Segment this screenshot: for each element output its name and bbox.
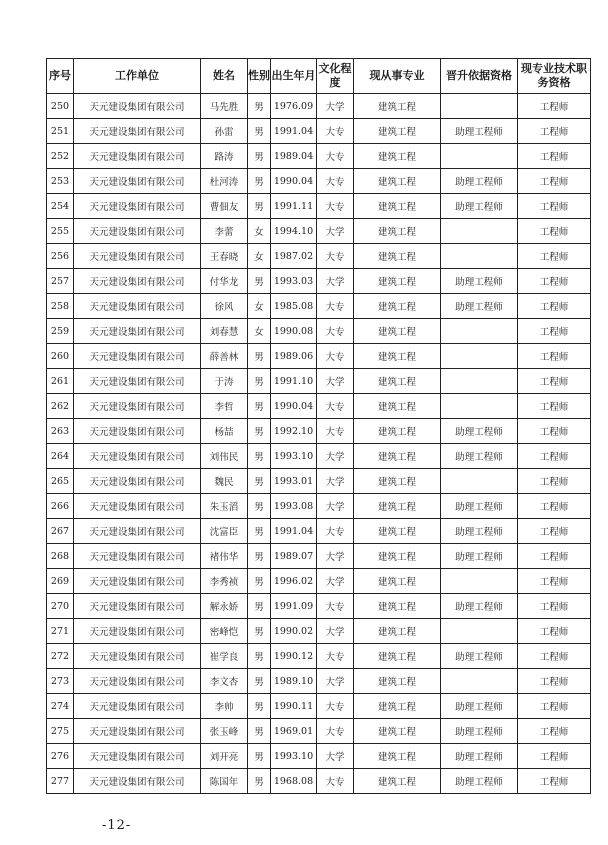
cell-name: 李文杏 (201, 669, 248, 694)
cell-work-unit: 天元建设集团有限公司 (74, 469, 201, 494)
cell-promotion-basis (441, 394, 518, 419)
cell-education: 大专 (317, 394, 354, 419)
cell-name: 付华龙 (201, 269, 248, 294)
cell-education: 大学 (317, 269, 354, 294)
cell-current-title: 工程师 (518, 94, 591, 119)
cell-serial-no: 263 (47, 419, 74, 444)
cell-education: 大学 (317, 494, 354, 519)
cell-serial-no: 252 (47, 144, 74, 169)
table-row (47, 744, 591, 769)
cell-name: 李哲 (201, 394, 248, 419)
cell-name: 沈富臣 (201, 519, 248, 544)
cell-current-specialty: 建筑工程 (354, 519, 441, 544)
cell-work-unit: 天元建设集团有限公司 (74, 769, 201, 794)
cell-gender: 男 (248, 144, 271, 169)
cell-promotion-basis: 助理工程师 (441, 419, 518, 444)
cell-work-unit: 天元建设集团有限公司 (74, 544, 201, 569)
table-row (47, 144, 591, 169)
header-serial-no: 序号 (47, 59, 74, 94)
cell-promotion-basis: 助理工程师 (441, 444, 518, 469)
cell-education: 大学 (317, 369, 354, 394)
cell-name: 张玉峰 (201, 719, 248, 744)
table-row (47, 694, 591, 719)
cell-birth-date: 1976.09 (271, 94, 317, 119)
cell-current-specialty: 建筑工程 (354, 669, 441, 694)
cell-education: 大专 (317, 594, 354, 619)
cell-current-title: 工程师 (518, 569, 591, 594)
cell-education: 大专 (317, 244, 354, 269)
cell-current-title: 工程师 (518, 669, 591, 694)
cell-current-specialty: 建筑工程 (354, 719, 441, 744)
table-row (47, 369, 591, 394)
cell-serial-no: 262 (47, 394, 74, 419)
cell-current-title: 工程师 (518, 269, 591, 294)
cell-gender: 男 (248, 344, 271, 369)
cell-current-title: 工程师 (518, 544, 591, 569)
cell-current-title: 工程师 (518, 294, 591, 319)
cell-gender: 男 (248, 269, 271, 294)
cell-name: 路涛 (201, 144, 248, 169)
cell-serial-no: 267 (47, 519, 74, 544)
table-body (47, 94, 591, 794)
cell-education: 大学 (317, 544, 354, 569)
cell-gender: 男 (248, 644, 271, 669)
cell-education: 大专 (317, 769, 354, 794)
cell-current-title: 工程师 (518, 694, 591, 719)
table-row (47, 169, 591, 194)
cell-birth-date: 1992.10 (271, 419, 317, 444)
cell-birth-date: 1996.02 (271, 569, 317, 594)
cell-current-title: 工程师 (518, 494, 591, 519)
cell-current-title: 工程师 (518, 744, 591, 769)
cell-name: 薛善林 (201, 344, 248, 369)
cell-promotion-basis: 助理工程师 (441, 519, 518, 544)
cell-current-title: 工程师 (518, 419, 591, 444)
cell-current-title: 工程师 (518, 619, 591, 644)
table-row (47, 319, 591, 344)
cell-work-unit: 天元建设集团有限公司 (74, 144, 201, 169)
header-current-title: 现专业技术职务资格 (518, 59, 591, 94)
cell-promotion-basis (441, 319, 518, 344)
cell-work-unit: 天元建设集团有限公司 (74, 494, 201, 519)
cell-gender: 男 (248, 194, 271, 219)
cell-education: 大专 (317, 694, 354, 719)
cell-birth-date: 1989.07 (271, 544, 317, 569)
cell-current-specialty: 建筑工程 (354, 244, 441, 269)
table-row (47, 619, 591, 644)
cell-education: 大学 (317, 744, 354, 769)
cell-name: 褚伟华 (201, 544, 248, 569)
cell-name: 杜河涛 (201, 169, 248, 194)
cell-birth-date: 1993.08 (271, 494, 317, 519)
cell-current-title: 工程师 (518, 644, 591, 669)
cell-birth-date: 1987.02 (271, 244, 317, 269)
cell-birth-date: 1990.04 (271, 169, 317, 194)
cell-gender: 男 (248, 594, 271, 619)
cell-work-unit: 天元建设集团有限公司 (74, 94, 201, 119)
cell-gender: 男 (248, 669, 271, 694)
cell-serial-no: 258 (47, 294, 74, 319)
cell-current-specialty: 建筑工程 (354, 594, 441, 619)
cell-gender: 男 (248, 494, 271, 519)
table-header-row (47, 59, 591, 94)
cell-name: 马先胜 (201, 94, 248, 119)
cell-promotion-basis (441, 369, 518, 394)
cell-current-specialty: 建筑工程 (354, 419, 441, 444)
cell-work-unit: 天元建设集团有限公司 (74, 594, 201, 619)
cell-gender: 男 (248, 744, 271, 769)
cell-current-specialty: 建筑工程 (354, 169, 441, 194)
cell-work-unit: 天元建设集团有限公司 (74, 119, 201, 144)
cell-name: 李帅 (201, 694, 248, 719)
cell-work-unit: 天元建设集团有限公司 (74, 394, 201, 419)
cell-serial-no: 253 (47, 169, 74, 194)
cell-work-unit: 天元建设集团有限公司 (74, 669, 201, 694)
cell-current-title: 工程师 (518, 469, 591, 494)
cell-current-title: 工程师 (518, 319, 591, 344)
cell-current-title: 工程师 (518, 119, 591, 144)
cell-work-unit: 天元建设集团有限公司 (74, 294, 201, 319)
cell-current-specialty: 建筑工程 (354, 194, 441, 219)
cell-name: 王春晓 (201, 244, 248, 269)
cell-work-unit: 天元建设集团有限公司 (74, 519, 201, 544)
table-row (47, 219, 591, 244)
table-row (47, 644, 591, 669)
cell-birth-date: 1994.10 (271, 219, 317, 244)
cell-name: 崔学良 (201, 644, 248, 669)
cell-name: 解永娇 (201, 594, 248, 619)
cell-serial-no: 264 (47, 444, 74, 469)
cell-current-title: 工程师 (518, 719, 591, 744)
cell-gender: 男 (248, 419, 271, 444)
cell-education: 大专 (317, 194, 354, 219)
cell-gender: 男 (248, 369, 271, 394)
header-name: 姓名 (201, 59, 248, 94)
cell-name: 密峰恺 (201, 619, 248, 644)
header-gender: 性别 (248, 59, 271, 94)
cell-name: 魏民 (201, 469, 248, 494)
cell-serial-no: 269 (47, 569, 74, 594)
cell-current-specialty: 建筑工程 (354, 269, 441, 294)
cell-work-unit: 天元建设集团有限公司 (74, 744, 201, 769)
cell-gender: 男 (248, 119, 271, 144)
cell-current-specialty: 建筑工程 (354, 494, 441, 519)
cell-serial-no: 251 (47, 119, 74, 144)
cell-promotion-basis: 助理工程师 (441, 594, 518, 619)
cell-work-unit: 天元建设集团有限公司 (74, 169, 201, 194)
cell-current-specialty: 建筑工程 (354, 394, 441, 419)
cell-serial-no: 261 (47, 369, 74, 394)
table-row (47, 544, 591, 569)
cell-birth-date: 1993.03 (271, 269, 317, 294)
cell-work-unit: 天元建设集团有限公司 (74, 219, 201, 244)
cell-promotion-basis (441, 219, 518, 244)
cell-birth-date: 1993.01 (271, 469, 317, 494)
cell-birth-date: 1989.10 (271, 669, 317, 694)
cell-education: 大专 (317, 419, 354, 444)
cell-work-unit: 天元建设集团有限公司 (74, 569, 201, 594)
cell-work-unit: 天元建设集团有限公司 (74, 419, 201, 444)
table-row (47, 519, 591, 544)
cell-serial-no: 256 (47, 244, 74, 269)
cell-work-unit: 天元建设集团有限公司 (74, 619, 201, 644)
cell-gender: 男 (248, 169, 271, 194)
cell-name: 刘春慧 (201, 319, 248, 344)
cell-serial-no: 274 (47, 694, 74, 719)
cell-serial-no: 260 (47, 344, 74, 369)
cell-promotion-basis (441, 469, 518, 494)
cell-name: 李秀祯 (201, 569, 248, 594)
cell-serial-no: 255 (47, 219, 74, 244)
cell-serial-no: 268 (47, 544, 74, 569)
cell-birth-date: 1989.06 (271, 344, 317, 369)
cell-work-unit: 天元建设集团有限公司 (74, 319, 201, 344)
cell-gender: 男 (248, 569, 271, 594)
cell-name: 陈国年 (201, 769, 248, 794)
cell-current-title: 工程师 (518, 594, 591, 619)
cell-current-specialty: 建筑工程 (354, 94, 441, 119)
cell-serial-no: 257 (47, 269, 74, 294)
cell-gender: 男 (248, 694, 271, 719)
cell-name: 孙雷 (201, 119, 248, 144)
cell-birth-date: 1990.11 (271, 694, 317, 719)
cell-promotion-basis (441, 244, 518, 269)
cell-promotion-basis (441, 619, 518, 644)
table-row (47, 394, 591, 419)
cell-current-title: 工程师 (518, 369, 591, 394)
cell-current-specialty: 建筑工程 (354, 344, 441, 369)
cell-work-unit: 天元建设集团有限公司 (74, 719, 201, 744)
table-row (47, 269, 591, 294)
table-row (47, 294, 591, 319)
cell-gender: 男 (248, 619, 271, 644)
table-row (47, 494, 591, 519)
cell-serial-no: 272 (47, 644, 74, 669)
cell-work-unit: 天元建设集团有限公司 (74, 369, 201, 394)
cell-birth-date: 1990.04 (271, 394, 317, 419)
cell-work-unit: 天元建设集团有限公司 (74, 644, 201, 669)
cell-education: 大学 (317, 469, 354, 494)
cell-gender: 女 (248, 319, 271, 344)
cell-gender: 女 (248, 219, 271, 244)
cell-current-specialty: 建筑工程 (354, 369, 441, 394)
cell-work-unit: 天元建设集团有限公司 (74, 694, 201, 719)
table-row (47, 594, 591, 619)
cell-serial-no: 273 (47, 669, 74, 694)
cell-promotion-basis: 助理工程师 (441, 769, 518, 794)
cell-name: 徐风 (201, 294, 248, 319)
cell-birth-date: 1993.10 (271, 744, 317, 769)
cell-work-unit: 天元建设集团有限公司 (74, 344, 201, 369)
cell-gender: 男 (248, 544, 271, 569)
header-education: 文化程度 (317, 59, 354, 94)
cell-education: 大专 (317, 319, 354, 344)
cell-birth-date: 1968.08 (271, 769, 317, 794)
cell-current-title: 工程师 (518, 144, 591, 169)
cell-education: 大学 (317, 219, 354, 244)
cell-birth-date: 1991.04 (271, 119, 317, 144)
cell-birth-date: 1989.04 (271, 144, 317, 169)
cell-name: 刘伟民 (201, 444, 248, 469)
cell-current-title: 工程师 (518, 394, 591, 419)
cell-serial-no: 275 (47, 719, 74, 744)
cell-serial-no: 259 (47, 319, 74, 344)
cell-current-specialty: 建筑工程 (354, 469, 441, 494)
cell-work-unit: 天元建设集团有限公司 (74, 444, 201, 469)
cell-serial-no: 270 (47, 594, 74, 619)
cell-education: 大专 (317, 169, 354, 194)
cell-current-title: 工程师 (518, 519, 591, 544)
cell-current-specialty: 建筑工程 (354, 569, 441, 594)
cell-birth-date: 1991.09 (271, 594, 317, 619)
cell-work-unit: 天元建设集团有限公司 (74, 244, 201, 269)
cell-gender: 男 (248, 444, 271, 469)
cell-current-title: 工程师 (518, 344, 591, 369)
cell-promotion-basis (441, 144, 518, 169)
cell-serial-no: 254 (47, 194, 74, 219)
cell-current-title: 工程师 (518, 194, 591, 219)
cell-serial-no: 277 (47, 769, 74, 794)
cell-education: 大专 (317, 119, 354, 144)
cell-current-specialty: 建筑工程 (354, 444, 441, 469)
cell-promotion-basis: 助理工程师 (441, 194, 518, 219)
table-row (47, 94, 591, 119)
cell-education: 大专 (317, 344, 354, 369)
cell-birth-date: 1991.10 (271, 369, 317, 394)
cell-current-specialty: 建筑工程 (354, 744, 441, 769)
cell-promotion-basis: 助理工程师 (441, 169, 518, 194)
table-row (47, 194, 591, 219)
table-row (47, 244, 591, 269)
header-birth-date: 出生年月 (271, 59, 317, 94)
cell-birth-date: 1991.04 (271, 519, 317, 544)
cell-gender: 男 (248, 394, 271, 419)
cell-current-title: 工程师 (518, 169, 591, 194)
cell-education: 大学 (317, 444, 354, 469)
table-row (47, 569, 591, 594)
cell-serial-no: 265 (47, 469, 74, 494)
header-current-specialty: 现从事专业 (354, 59, 441, 94)
cell-gender: 男 (248, 469, 271, 494)
cell-current-title: 工程师 (518, 444, 591, 469)
header-promotion-basis: 晋升依据资格 (441, 59, 518, 94)
table-row (47, 119, 591, 144)
cell-name: 刘开亮 (201, 744, 248, 769)
cell-birth-date: 1991.11 (271, 194, 317, 219)
cell-promotion-basis: 助理工程师 (441, 719, 518, 744)
cell-current-specialty: 建筑工程 (354, 694, 441, 719)
cell-current-title: 工程师 (518, 244, 591, 269)
cell-gender: 女 (248, 244, 271, 269)
cell-birth-date: 1990.08 (271, 319, 317, 344)
table-row (47, 769, 591, 794)
cell-education: 大学 (317, 669, 354, 694)
cell-current-title: 工程师 (518, 769, 591, 794)
cell-promotion-basis: 助理工程师 (441, 694, 518, 719)
cell-current-specialty: 建筑工程 (354, 544, 441, 569)
cell-education: 大专 (317, 294, 354, 319)
cell-promotion-basis: 助理工程师 (441, 119, 518, 144)
cell-promotion-basis (441, 94, 518, 119)
cell-gender: 男 (248, 769, 271, 794)
cell-current-specialty: 建筑工程 (354, 119, 441, 144)
cell-promotion-basis: 助理工程师 (441, 744, 518, 769)
cell-education: 大专 (317, 519, 354, 544)
cell-gender: 男 (248, 719, 271, 744)
cell-current-specialty: 建筑工程 (354, 644, 441, 669)
cell-gender: 男 (248, 519, 271, 544)
table-row (47, 469, 591, 494)
cell-name: 于涛 (201, 369, 248, 394)
cell-current-specialty: 建筑工程 (354, 144, 441, 169)
cell-education: 大专 (317, 144, 354, 169)
cell-promotion-basis (441, 669, 518, 694)
cell-serial-no: 250 (47, 94, 74, 119)
cell-education: 大专 (317, 644, 354, 669)
cell-promotion-basis (441, 569, 518, 594)
cell-current-title: 工程师 (518, 219, 591, 244)
cell-birth-date: 1985.08 (271, 294, 317, 319)
cell-name: 杨喆 (201, 419, 248, 444)
table-row (47, 719, 591, 744)
cell-education: 大学 (317, 569, 354, 594)
page-number: -12- (102, 818, 132, 833)
table-row (47, 669, 591, 694)
cell-current-specialty: 建筑工程 (354, 294, 441, 319)
cell-birth-date: 1993.10 (271, 444, 317, 469)
cell-gender: 男 (248, 94, 271, 119)
cell-name: 朱玉滔 (201, 494, 248, 519)
cell-work-unit: 天元建设集团有限公司 (74, 194, 201, 219)
cell-promotion-basis: 助理工程师 (441, 294, 518, 319)
cell-birth-date: 1969.01 (271, 719, 317, 744)
table-row (47, 344, 591, 369)
cell-promotion-basis (441, 344, 518, 369)
cell-serial-no: 266 (47, 494, 74, 519)
cell-education: 大专 (317, 719, 354, 744)
cell-current-specialty: 建筑工程 (354, 319, 441, 344)
table-row (47, 444, 591, 469)
cell-current-specialty: 建筑工程 (354, 769, 441, 794)
cell-current-specialty: 建筑工程 (354, 619, 441, 644)
cell-birth-date: 1990.12 (271, 644, 317, 669)
cell-education: 大学 (317, 94, 354, 119)
cell-work-unit: 天元建设集团有限公司 (74, 269, 201, 294)
cell-education: 大学 (317, 619, 354, 644)
cell-current-specialty: 建筑工程 (354, 219, 441, 244)
personnel-table (46, 58, 591, 794)
cell-promotion-basis: 助理工程师 (441, 269, 518, 294)
cell-name: 曹佃友 (201, 194, 248, 219)
cell-serial-no: 276 (47, 744, 74, 769)
header-work-unit: 工作单位 (74, 59, 201, 94)
cell-birth-date: 1990.02 (271, 619, 317, 644)
cell-promotion-basis: 助理工程师 (441, 494, 518, 519)
cell-gender: 女 (248, 294, 271, 319)
table-row (47, 419, 591, 444)
cell-promotion-basis: 助理工程师 (441, 544, 518, 569)
cell-serial-no: 271 (47, 619, 74, 644)
cell-name: 李蕾 (201, 219, 248, 244)
cell-promotion-basis: 助理工程师 (441, 644, 518, 669)
